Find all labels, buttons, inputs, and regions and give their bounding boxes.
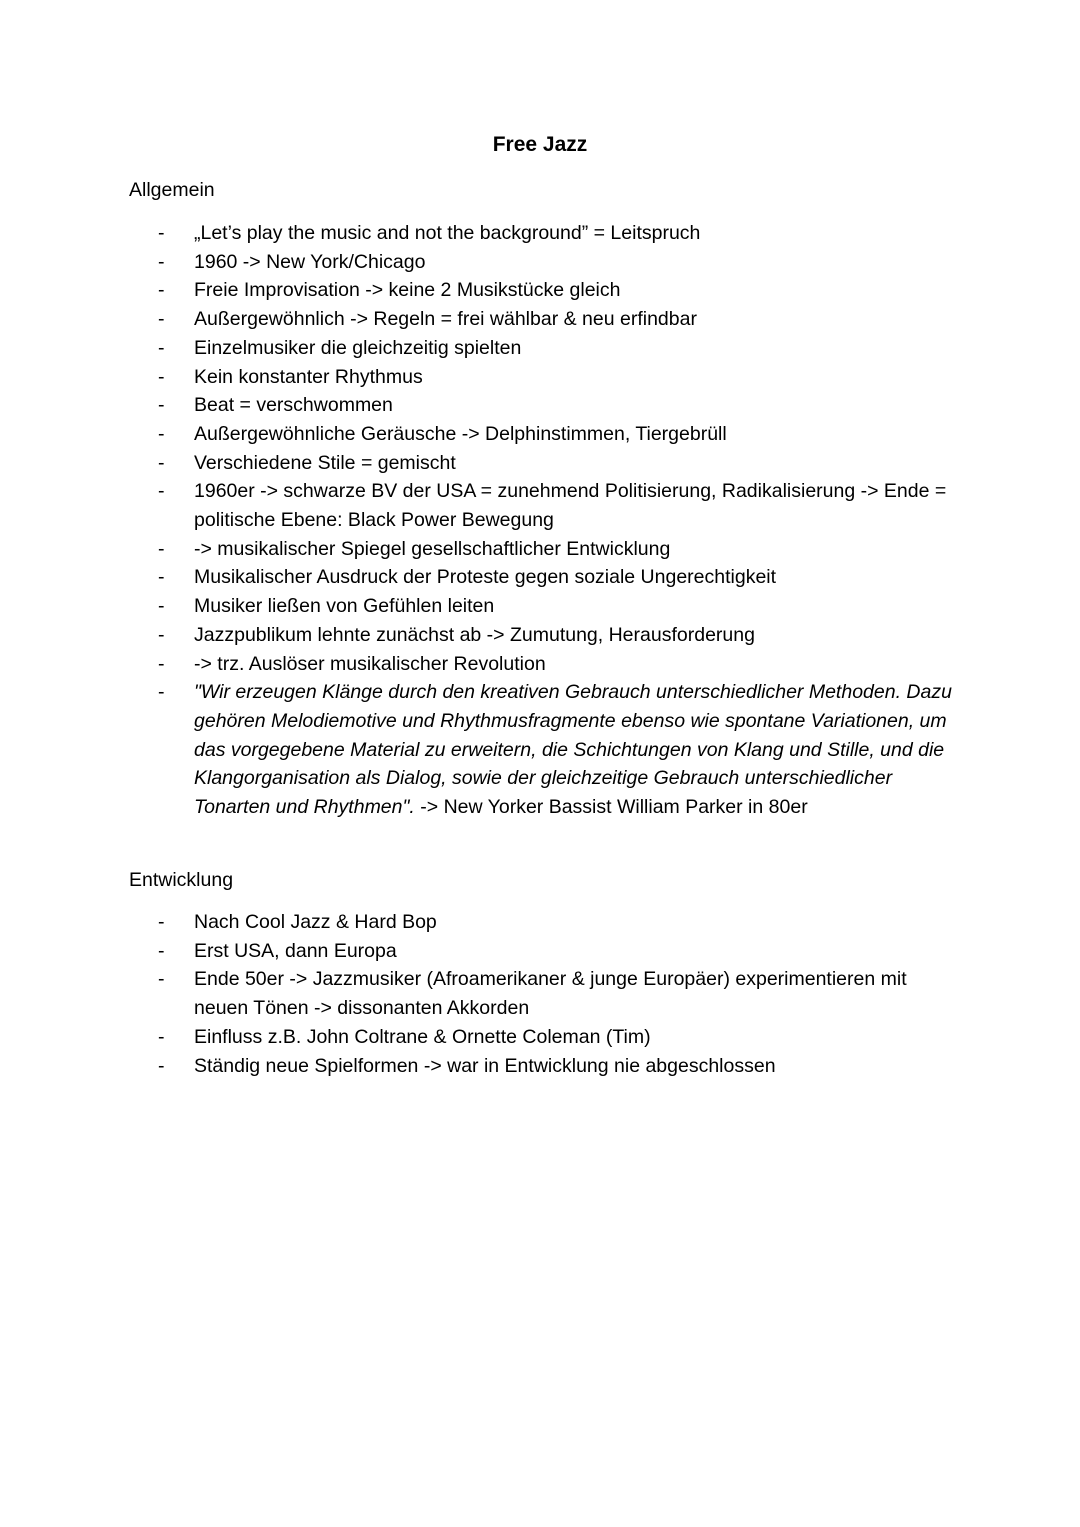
bullet-dash: - [158,394,165,417]
list-item [129,678,959,822]
list-item-text: Ständig neue Spielformen -> war in Entwicklung nie abgeschlossen [194,1054,776,1077]
section-heading-entwicklung: Entwicklung [129,869,234,891]
list-item-text: Erst USA, dann Europa [194,939,397,962]
bullet-dash: - [158,250,165,273]
bullet-dash: - [158,1025,165,1048]
section-heading-allgemein: Allgemein [129,179,215,201]
bullet-dash: - [158,336,165,359]
bullet-dash: - [158,566,165,589]
list-item-text: Beat = verschwommen [194,394,393,417]
list-item [129,219,959,248]
document-title: Free Jazz [492,133,588,156]
allgemein-list [129,219,959,822]
list-item [129,248,959,277]
bullet-dash: - [158,652,165,675]
list-item [129,363,959,392]
list-item-text: Jazzpublikum lehnte zunächst ab -> Zumutung, Herausforderung [194,623,755,646]
list-item-text: Freie Improvisation -> keine 2 Musikstücke gleich [194,279,621,302]
bullet-dash: - [158,279,165,302]
quote-attribution: -> New Yorker Bassist William Parker in 80er [420,796,808,819]
bullet-dash: - [158,222,165,244]
list-item-text: -> trz. Auslöser musikalischer Revolution [194,652,546,675]
list-item-text: Außergewöhnlich -> Regeln = frei wählbar & neu erfindbar [194,308,697,331]
list-item-text: Verschiedene Stile = gemischt [194,451,456,474]
bullet-dash: - [158,968,165,991]
bullet-dash: - [158,365,165,388]
list-item [129,592,959,621]
list-item-text: Kein konstanter Rhythmus [194,365,423,388]
list-item [129,1023,959,1052]
list-item [129,276,959,305]
list-item-text: Außergewöhnliche Geräusche -> Delphinstimmen, Tiergebrüll [194,422,727,445]
quote-text: "Wir erzeugen Klänge durch den kreativen Gebrauch unterschiedlicher Methoden. Dazu gehören Melodiemotive und Rhythmusfragmente ebenso wie spontane Variationen, um das vorgegebene Material zu erweitern, die Schichtungen von Klang und Stille, und die Klangorganisation als Dialog, sowie der gleichzeitige Gebrauch unterschiedlicher Tonarten und Rhythmen". [194,681,952,819]
entwicklung-list [129,908,959,1080]
bullet-dash: - [158,1054,165,1077]
bullet-dash: - [158,480,165,503]
list-item [129,477,959,534]
list-item [129,965,959,1022]
bullet-dash: - [158,537,165,560]
bullet-dash: - [158,422,165,445]
list-item-text: „Let’s play the music and not the background” = Leitspruch [194,222,701,244]
list-item-text: Nach Cool Jazz & Hard Bop [194,911,437,933]
list-item-text: Musiker ließen von Gefühlen leiten [194,595,495,618]
bullet-dash: - [158,681,165,704]
list-item-text: Musikalischer Ausdruck der Proteste gegen soziale Ungerechtigkeit [194,566,777,589]
list-item [129,391,959,420]
list-item-text: 1960 -> New York/Chicago [194,250,426,273]
list-item [129,621,959,650]
list-item-text: Einzelmusiker die gleichzeitig spielten [194,336,522,359]
list-item [129,1052,959,1081]
list-item-text: Ende 50er -> Jazzmusiker (Afroamerikaner & junge Europäer) experimentieren mit neuen Tönen -> dissonanten Akkorden [194,968,907,1020]
bullet-dash: - [158,911,165,933]
list-item [129,449,959,478]
bullet-dash: - [158,939,165,962]
list-item [129,305,959,334]
list-item [129,908,959,937]
list-item-text: -> musikalischer Spiegel gesellschaftlicher Entwicklung [194,537,671,560]
list-item [129,650,959,679]
list-item [129,937,959,966]
list-item-text: Einfluss z.B. John Coltrane & Ornette Coleman (Tim) [194,1025,651,1048]
list-item [129,535,959,564]
bullet-dash: - [158,595,165,618]
bullet-dash: - [158,451,165,474]
list-item-text: 1960er -> schwarze BV der USA = zunehmend Politisierung, Radikalisierung -> Ende = politische Ebene: Black Power Bewegung [194,480,947,532]
list-item [129,334,959,363]
bullet-dash: - [158,308,165,331]
list-item [129,420,959,449]
list-item [129,563,959,592]
bullet-dash: - [158,623,165,646]
